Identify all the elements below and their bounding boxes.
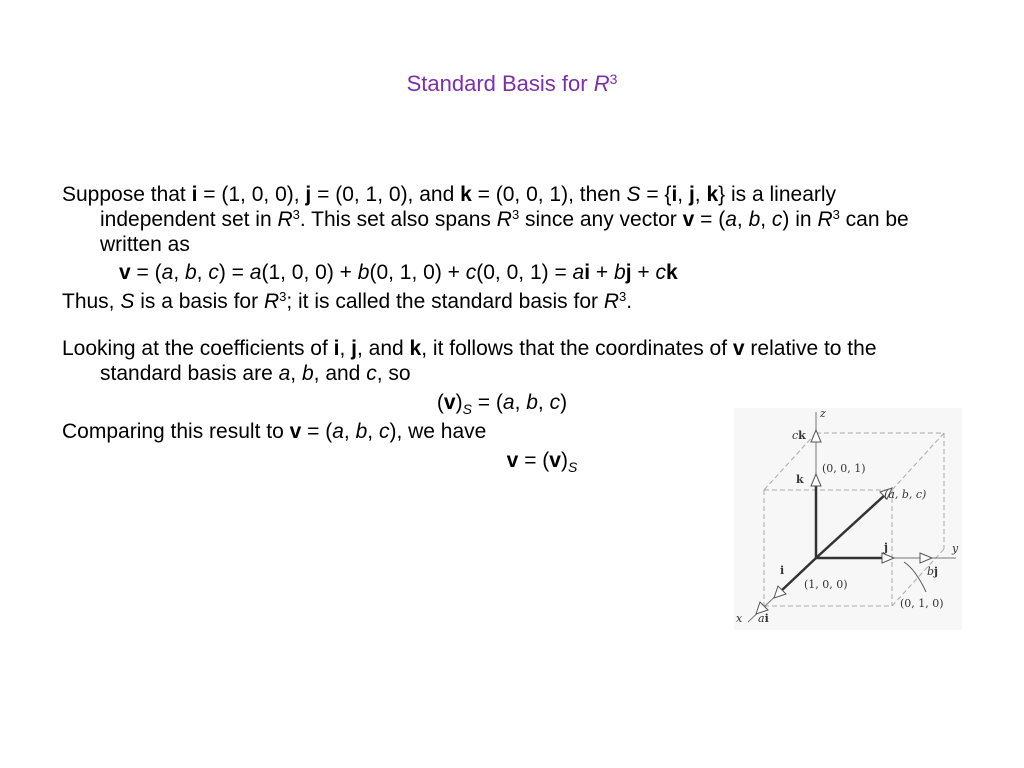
text: + xyxy=(631,261,656,284)
text: = { xyxy=(640,183,672,206)
text: , xyxy=(677,183,689,206)
text: = (1, 0, 0), xyxy=(197,183,306,206)
paragraph-standard-basis xyxy=(62,289,942,314)
scalar-a: a xyxy=(502,391,515,414)
scalar-c: c xyxy=(771,208,783,231)
paragraph-linear-independence xyxy=(62,182,942,257)
standard-basis-figure xyxy=(734,408,962,630)
text: = ( xyxy=(518,449,550,472)
text: , xyxy=(367,420,379,443)
vector-j: j xyxy=(305,183,312,206)
scalar-b: b xyxy=(748,208,761,231)
space-r: R xyxy=(817,208,833,231)
text: is a basis for xyxy=(134,290,264,313)
text: , xyxy=(196,261,209,284)
scalar-a: a xyxy=(572,261,585,284)
set-s: S xyxy=(626,183,641,206)
text: ; it is called the standard basis for xyxy=(286,290,604,313)
point-j-label: (0, 1, 0) xyxy=(900,597,944,610)
exponent: 3 xyxy=(292,207,300,222)
axis-z-label: z xyxy=(820,408,826,420)
text: Suppose that xyxy=(62,183,192,206)
scalar-c: c xyxy=(465,261,477,284)
text: (0, 1, 0) + xyxy=(369,261,466,284)
text: , xyxy=(290,362,302,385)
point-abc-label: (a, b, c) xyxy=(884,488,927,501)
text: , xyxy=(537,391,550,414)
text: + xyxy=(590,261,615,284)
ck-arrowhead xyxy=(811,430,821,442)
exponent: 3 xyxy=(511,207,520,222)
text: since any vector xyxy=(519,208,683,231)
subscript-s: S xyxy=(462,401,472,417)
ck-label: ck xyxy=(792,429,806,442)
text: = (0, 1, 0), and xyxy=(311,183,461,206)
text: . xyxy=(626,290,633,313)
space-r: R xyxy=(277,208,293,231)
text: , and xyxy=(313,362,367,385)
scalar-a: a xyxy=(725,208,737,231)
vector-v: v xyxy=(682,208,695,231)
text: , xyxy=(339,337,352,360)
text: , xyxy=(760,208,772,231)
subscript-s: S xyxy=(567,459,578,475)
scalar-a: a xyxy=(161,261,174,284)
text: . This set also spans xyxy=(299,208,497,231)
point-i-label: (1, 0, 0) xyxy=(804,578,848,591)
text: ) = xyxy=(218,261,250,284)
scalar-b: b xyxy=(614,261,626,284)
bj-arrowhead xyxy=(920,553,932,563)
vector-k: k xyxy=(409,337,422,360)
equation-linear-combination xyxy=(62,260,942,285)
scalar-b: b xyxy=(184,261,197,284)
exponent: 3 xyxy=(619,289,627,304)
vector-j: j xyxy=(688,183,695,206)
basis-vectors xyxy=(780,484,886,592)
text: , so xyxy=(376,362,411,385)
scalar-b: b xyxy=(357,261,370,284)
text: (0, 0, 1) = xyxy=(476,261,573,284)
text: ) xyxy=(560,449,568,472)
text: (1, 0, 0) + xyxy=(261,261,358,284)
text: = ( xyxy=(471,391,503,414)
text: , it follows that the coordinates of xyxy=(421,337,733,360)
title-var: R xyxy=(593,71,610,96)
title-text: Standard Basis for xyxy=(406,71,594,96)
text: , xyxy=(173,261,185,284)
text: } is a linearly independent set in xyxy=(100,183,837,231)
text: , xyxy=(694,183,707,206)
k-label: k xyxy=(796,473,804,486)
space-r: R xyxy=(603,290,620,313)
vector-j: j xyxy=(625,261,632,284)
text: can be written as xyxy=(100,208,909,256)
space-r: R xyxy=(263,290,280,313)
text: , xyxy=(343,420,356,443)
scalar-c: c xyxy=(549,391,561,414)
scalar-c: c xyxy=(378,420,390,443)
scalar-a: a xyxy=(249,261,262,284)
scalar-b: b xyxy=(301,362,314,385)
basis-diagram xyxy=(734,408,962,630)
scalar-b: b xyxy=(526,391,538,414)
paragraph-coordinates xyxy=(62,336,942,386)
text: Looking at the coefficients of xyxy=(62,337,334,360)
i-label: i xyxy=(780,564,785,577)
text: ), we have xyxy=(389,420,487,443)
scalar-a: a xyxy=(332,420,344,443)
text: relative to the standard basis are xyxy=(100,337,877,385)
text: = (0, 0, 1), then xyxy=(471,183,627,206)
scalar-b: b xyxy=(355,420,368,443)
text: , xyxy=(736,208,749,231)
vector-i: i xyxy=(191,183,198,206)
text: = ( xyxy=(301,420,333,443)
vector-k: k xyxy=(665,261,678,284)
exponent: 3 xyxy=(832,207,840,222)
k-arrowhead xyxy=(811,474,821,486)
vector-v: v xyxy=(506,449,519,472)
text: Comparing this result to xyxy=(62,420,290,443)
text: ) xyxy=(455,391,463,414)
text: ) in xyxy=(782,208,818,231)
vector-k: k xyxy=(460,183,472,206)
vector-v: v xyxy=(119,261,131,284)
text: Thus, xyxy=(62,290,121,313)
vector-i: i xyxy=(584,261,591,284)
text: ( xyxy=(436,391,444,414)
scalar-c: c xyxy=(655,261,666,284)
text: , and xyxy=(357,337,410,360)
title-sup: 3 xyxy=(609,71,618,87)
vector-i: i xyxy=(333,337,340,360)
vector-v: v xyxy=(443,391,456,414)
vector-k: k xyxy=(706,183,719,206)
text: = ( xyxy=(130,261,162,284)
pointer-curve xyxy=(904,562,926,592)
ai-label: ai xyxy=(758,612,769,625)
vector-i: i xyxy=(671,183,678,206)
space-r: R xyxy=(496,208,512,231)
vector-v: v xyxy=(289,420,302,443)
scalar-c: c xyxy=(366,362,377,385)
text: , xyxy=(514,391,527,414)
vector-v: v xyxy=(732,337,745,360)
exponent: 3 xyxy=(279,289,287,304)
axis-x-label: x xyxy=(736,612,743,625)
scalar-c: c xyxy=(208,261,219,284)
vector-abc-line xyxy=(816,494,886,558)
slide-title xyxy=(0,70,1024,98)
text: = ( xyxy=(694,208,726,231)
text: ) xyxy=(560,391,568,414)
set-s: S xyxy=(120,290,135,313)
bj-label: bj xyxy=(927,565,939,578)
vector-v: v xyxy=(549,449,561,472)
point-k-label: (0, 0, 1) xyxy=(822,462,866,475)
vector-j: j xyxy=(351,337,357,360)
j-label: j xyxy=(884,541,888,554)
axis-y-label: y xyxy=(952,542,959,555)
scalar-a: a xyxy=(278,362,291,385)
